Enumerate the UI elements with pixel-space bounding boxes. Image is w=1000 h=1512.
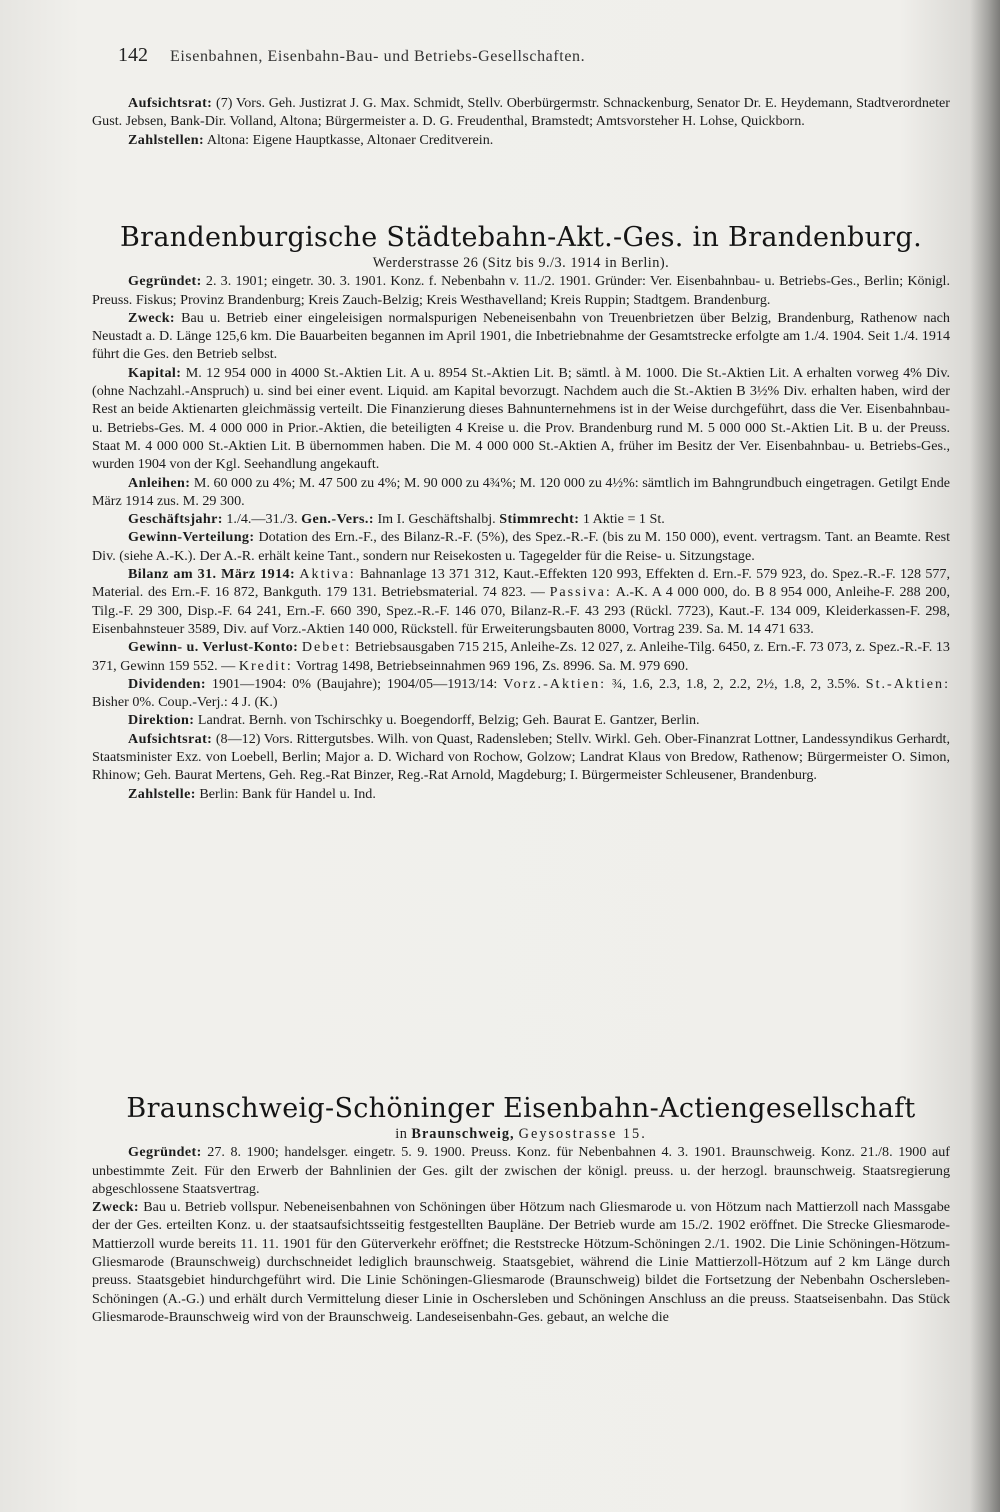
braunschweig-address: in Braunschweig, Geysostrasse 15. <box>395 1126 647 1142</box>
paragraph-anleihen: Anleihen: M. 60 000 zu 4%; M. 47 500 zu 4%; M. 90 000 zu 4¾%; M. 120 000 zu 4½%: sämtlich im Bahngrundbuch eingetragen. Getilgt Ende März 1914 zus. M. 29 300. <box>92 474 951 509</box>
paragraph-gewinn-verlust: Gewinn- u. Verlust-Konto: Debet: Betriebsausgaben 715 215, Anleihe-Zs. 12 027, z. Anleihe-Tilg. 6450, z. Ern.-F. 73 073, z. Spez.-R.-F. 13 371, Gewinn 159 552. — Kredit: Vortrag 1498, Betriebseinnahmen 969 196, Zs. 8996. Sa. M. 979 690. <box>92 639 950 674</box>
paragraph-aufsichtsrat: Aufsichtsrat: (8—12) Vors. Rittergutsbes. Wilh. von Quast, Radensleben; Stellv. Wirkl. Geh. Ober-Finanzrat Lottner, Landessyndikus Gerhardt, Staatsminister Exz. von Loebell, Berlin; Major a. D. Wichard von Rochow, Golzow; Landrat Klaus von Bredow, Rathenow; Bürgermeister O. Simon, Rhinow; Geh. Baurat Mertens, Geh. Reg.-Rat Binzer, Reg.-Rat Arnold, Magdeburg; I. Bürgermeister Schleusener, Brandenburg. <box>92 730 950 784</box>
paragraph-dividenden: Dividenden: 1901—1904: 0% (Baujahre); 1904/05—1913/14: Vorz.-Aktien: ¾, 1.6, 2.3, 1.8, 2, 2.2, 2½, 1.8, 2, 3.5%. St.-Aktien: Bisher 0%. Coup.-Verj.: 4 J. (K.) <box>92 675 950 711</box>
paragraph-bilanz: Bilanz am 31. März 1914: Aktiva: Bahnanlage 13 371 312, Kaut.-Effekten 120 993, Effekten d. Ern.-F. 579 923, do. Spez.-R.-F. 128 577, Material. des Ern.-F. 16 872, Bankguth. 179 131. Betriebsmaterial. 74 823. — Passiva: A.-K. A 4 000 000, do. B 8 954 000, Anleihe-F. 288 200, Tilg.-F. 29 300, Disp.-F. 64 241, Ern.-F. 660 390, Spez.-R.-F. 146 070, Bilanz-R.-F. 43 293 (Rückl. 7723), Kaut.-F. 134 009, Kleiderkassen-F. 298, Eisenbahnsteuer 3589, Div. auf Vorz.-Aktien 140 000, Rückstell. für Erweiterungsbauten 8000, Vortrag 239. Sa. M. 14 471 633. <box>92 566 950 637</box>
braunschweig-gegruendet: Gegründet: 27. 8. 1900; handelsger. eingetr. 5. 9. 1900. Preuss. Konz. für Nebenbahnen 4. 3. 1901. Braunschweig. Konz. 21./8. 1900 auf unbestimmte Zeit. Für den Erwerb der Bahnlinien der Ges. gilt der zwischen der königl. preuss. u. der herzogl. braunschweig. Staatsregierung abgeschlossene Staatsvertrag. <box>92 1144 950 1197</box>
paragraph-gewinn-verteilung: Gewinn-Verteilung: Dotation des Ern.-F., des Bilanz-R.-F. (5%), des Spez.-R.-F. (bis zu M. 150 000), event. vertragsm. Tant. an Beamte. Rest Div. (siehe A.-K.). Der A.-R. erhält keine Tant., sondern nur Reisekosten u. Tagegelder für die Reise- u. Sitzungstage. <box>92 529 950 564</box>
page-shadow-edge <box>970 0 1000 1512</box>
paragraph-geschaeftsjahr: Geschäftsjahr: 1./4.—31./3. Gen.-Vers.: Im I. Geschäftshalbj. Stimmrecht: 1 Aktie = 1 St. <box>128 511 665 528</box>
paragraph-direktion: Direktion: Landrat. Bernh. von Tschirschky u. Boegendorff, Belzig; Geh. Baurat E. Gantzer, Berlin. <box>128 712 700 729</box>
prev-aufsichtsrat: Aufsichtsrat: (7) Vors. Geh. Justizrat J. G. Max. Schmidt, Stellv. Oberbürgermstr. Schnackenburg, Senator Dr. E. Heydemann, Stadtverordneter Gust. Jebsen, Bank-Dir. Volland, Altona; Bürgermeister a. D. G. Freudenthal, Bramstedt; Amtsvorsteher H. Lohse, Quickborn. <box>92 95 950 130</box>
brandenburg-entry <box>92 222 950 803</box>
running-header <box>118 44 818 67</box>
prev-zahlstellen: Zahlstellen: Altona: Eigene Hauptkasse, Altonaer Creditverein. <box>128 131 494 148</box>
prev-section <box>92 94 950 149</box>
paragraph-zweck: Zweck: Bau u. Betrieb einer eingeleisigen normalspurigen Nebeneisenbahn von Treuenbrietzen über Belzig, Brandenburg, Rathenow nach Neustadt a. D. Länge 125,6 km. Die Bauarbeiten begannen im April 1901, die Inbetriebnahme der Gesamtstrecke erfolgte am 1./4. 1904. Seit 1./4. 1914 führt die Ges. den Betrieb selbst. <box>92 309 950 363</box>
running-title: Eisenbahnen, Eisenbahn-Bau- und Betriebs-Gesellschaften. <box>170 48 586 65</box>
braunschweig-zweck: Zweck: Bau u. Betrieb vollspur. Nebeneisenbahnen von Schöningen über Hötzum nach Gliesmarode u. von Hötzum nach Mattierzoll nach Massgabe der der Ges. erteilten Konz. u. der staatsaufsichtsseitig festgestellten Baupläne. Der Betrieb wurde am 15./2. 1902 eröffnet. Die Strecke Gliesmarode-Mattierzoll wurde bereits 11. 11. 1901 für den Güterverkehr eröffnet; die Reststrecke Hötzum-Schöningen 2./1. 1902. Die Linie Schöningen-Hötzum-Gliesmarode (Braunschweig) durchschneidet lediglich braunschweig. Staatsgebiet, während die Linie Mattierzoll-Hötzum auf 2 km Länge durch preuss. Staatsgebiet hindurchgeführt wird. Die Linie Schöningen-Gliesmarode (Braunschweig) bildet die Fortsetzung der Nebenbahn Oschersleben-Schöningen (A.-G.) und erhält durch Vermittelung dieser Linie in Oschersleben und Schöningen Anschluss an die preuss. Staatseisenbahn. Das Stück Gliesmarode-Braunschweig wird von der Braunschweig. Landeseisenbahn-Ges. gebaut, an welche die <box>92 1199 950 1325</box>
paragraph-gegruendet: Gegründet: 2. 3. 1901; eingetr. 30. 3. 1901. Konz. f. Nebenbahn v. 11./2. 1901. Gründer: Ver. Eisenbahnbau- u. Betriebs-Ges., Berlin; Königl. Preuss. Fiskus; Provinz Brandenburg; Kreis Zauch-Belzig; Kreis Westhavelland; Kreis Ruppin; Stadtgem. Brandenburg. <box>92 273 950 308</box>
braunschweig-entry <box>92 1093 950 1326</box>
braunschweig-title: Braunschweig-Schöninger Eisenbahn-Actiengesellschaft <box>126 1093 916 1124</box>
paragraph-zahlstelle: Zahlstelle: Berlin: Bank für Handel u. Ind. <box>128 785 376 802</box>
paragraph-kapital: Kapital: M. 12 954 000 in 4000 St.-Aktien Lit. A u. 8954 St.-Aktien Lit. B; sämtl. à M. 1000. Die St.-Aktien Lit. A erhalten vorweg 4% Div. (ohne Nachzahl.-Anspruch) u. sind bei einer event. Liquid. am Kapital bevorzugt. Nachdem auch die St.-Aktien B 3½% Div. erhalten haben, wird der Rest an beide Aktienarten gleichmässig verteilt. Die Finanzierung dieses Bahnunternehmens ist in der Weise durchgeführt, dass die Ver. Eisenbahnbau- u. Betriebs-Ges. M. 4 000 000 in Prior.-Aktien, die beteiligten 4 Kreise u. die Prov. Brandenburg rund M. 5 000 000 St.-Aktien Lit. B u. der Preuss. Staat M. 4 000 000 St.-Aktien Lit. B übernommen haben. Die M. 4 000 000 St.-Aktien A, früher im Besitz der Ver. Eisenbahnbau- u. Betriebs-Ges., wurden 1904 von der Kgl. Seehandlung angekauft. <box>92 364 950 473</box>
brandenburg-title: Brandenburgische Städtebahn-Akt.-Ges. in Brandenburg. <box>120 222 922 253</box>
page-number: 142 <box>118 44 148 66</box>
brandenburg-address: Werderstrasse 26 (Sitz bis 9./3. 1914 in Berlin). <box>372 255 670 271</box>
